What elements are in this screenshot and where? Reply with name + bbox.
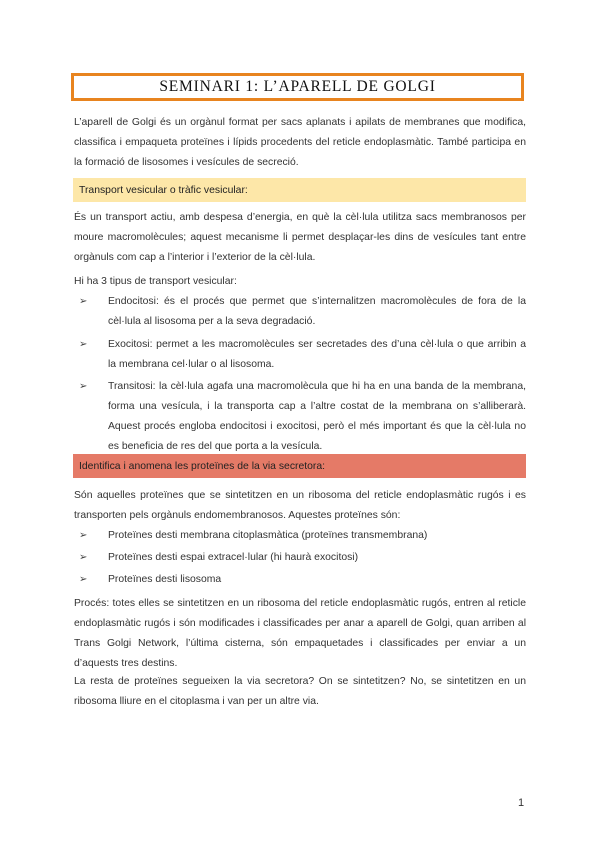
- list-item: [74, 548, 526, 568]
- list-item: [74, 526, 526, 546]
- arrow-bullet-icon: ➢: [79, 296, 88, 307]
- protein-destinations-list: [74, 526, 526, 590]
- list-item-text: Transitosi: la cèl·lula agafa una macromolècula que hi ha en una banda de la membrana, forma una vesícula, i la transporta cap a l’altre costat de la membrana on s’alliberarà. Aquest procés engloba endocitosi i exocitosi, però el més important és que la cèl·lula no es beneficia de res del que porta a la vesícula.: [108, 381, 526, 452]
- arrow-bullet-icon: ➢: [79, 381, 88, 392]
- section-heading-secretora: Identifica i anomena les proteïnes de la via secretora:: [73, 454, 526, 478]
- proces-paragraph: Procés: totes elles se sintetitzen en un ribosoma del reticle endoplasmàtic rugós, entren al reticle endoplasmàtic rugós i són modificades i classificades per anar a aparell de Golgi, quan arriben al Trans Golgi Network, l’última cisterna, són empaquetades i classificades per enviar a un d’aquests tres destins.: [74, 598, 526, 669]
- list-item-text: Proteïnes desti lisosoma: [108, 574, 222, 585]
- list-item-text: Proteïnes desti espai extracel·lular (hi haurà exocitosi): [108, 552, 359, 563]
- final-paragraph: La resta de proteïnes segueixen la via secretora? On se sintetitzen? No, se sintetitzen en un ribosoma lliure en el citoplasma i van per un altre via.: [74, 676, 526, 707]
- transport-list-intro: Hi ha 3 tipus de transport vesicular:: [74, 276, 237, 287]
- page-number: 1: [518, 797, 525, 809]
- intro-paragraph: L’aparell de Golgi és un orgànul format per sacs aplanats i apilats de membranes que modifica, classifica i empaqueta proteïnes i lípids procedents del reticle endoplasmàtic. També participa en la formació de lisosomes i vesícules de secreció.: [74, 117, 526, 168]
- section-heading-transport: Transport vesicular o tràfic vesicular:: [73, 178, 526, 202]
- arrow-bullet-icon: ➢: [79, 574, 88, 585]
- list-item-text: Proteïnes desti membrana citoplasmàtica (proteïnes transmembrana): [108, 530, 428, 541]
- list-item: [74, 292, 526, 332]
- arrow-bullet-icon: ➢: [79, 552, 88, 563]
- list-item: [74, 570, 526, 590]
- secretora-paragraph: Són aquelles proteïnes que se sintetitzen en un ribosoma del reticle endoplasmàtic rugós i es transporten pels orgànuls endomembranosos. Aquestes proteïnes són:: [74, 490, 526, 521]
- list-item-text: Exocitosi: permet a les macromolècules ser secretades des d’una cèl·lula o que arribin a la membrana cel·lular o al lisosoma.: [108, 339, 526, 370]
- list-item-text: Endocitosi: és el procés que permet que s’internalitzen macromolècules de fora de la cèl·lula al lisosoma per a la seva degradació.: [108, 296, 526, 327]
- transport-types-list: [74, 292, 526, 457]
- page-title: SEMINARI 1: L’APARELL DE GOLGI: [71, 73, 524, 101]
- list-item: [74, 377, 526, 457]
- arrow-bullet-icon: ➢: [79, 530, 88, 541]
- transport-paragraph: És un transport actiu, amb despesa d’energia, en què la cèl·lula utilitza sacs membranosos per moure macromolècules; aquest mecanisme li permet desplaçar-les dins de vesícules tant entre orgànuls com cap a l’interior i l’exterior de la cèl·lula.: [74, 212, 526, 263]
- list-item: [74, 335, 526, 375]
- arrow-bullet-icon: ➢: [79, 339, 88, 350]
